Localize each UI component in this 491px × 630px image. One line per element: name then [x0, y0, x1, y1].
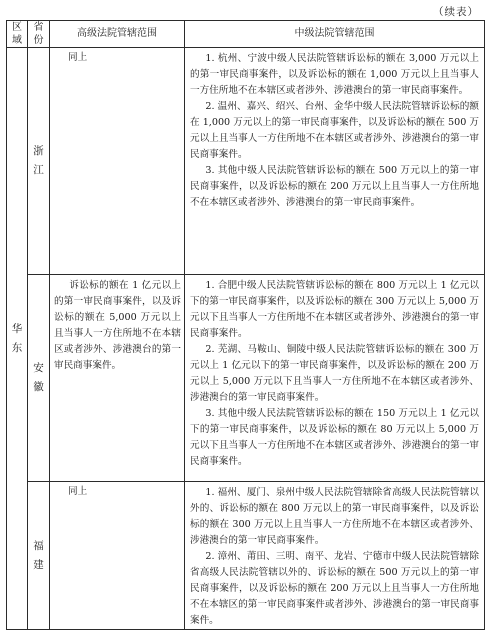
jurisdiction-table — [6, 20, 485, 630]
clause: 1. 合肥中级人民法院管辖诉讼标的额在 800 万元以上 1 亿元以下的第一审民商事案件，以及诉讼标的额在 300 万元以上 5,000 万元以下且当事人一方住所地不在本辖区或者涉外、涉港澳台的第一审民商事案件。 — [190, 280, 479, 339]
intermediate-court-cell — [185, 482, 485, 630]
header-high-court: 高级法院管辖范围 — [50, 21, 185, 48]
header-region: 区 域 — [7, 21, 28, 48]
province-cell: 安 徽 — [28, 275, 50, 482]
intermediate-court-cell — [185, 275, 485, 482]
header-province: 省 份 — [28, 21, 50, 48]
clause: 1. 杭州、宁波中级人民法院管辖诉讼标的额在 3,000 万元以上的第一审民商事案件，以及诉讼标的额在 1,000 万元以上且当事人一方住所地不在本辖区或者涉外、涉港澳台的第一审民商事案件。 — [190, 53, 479, 96]
table-row-anhui — [7, 275, 485, 482]
clause: 2. 芜湖、马鞍山、铜陵中级人民法院管辖诉讼标的额在 300 万元以上 1 亿元以下的第一审民商事案件，以及诉讼标的额在 200 万元以上 5,000 万元以下且当事人一方住所地不在本辖区或者涉外、涉港澳台的第一审民商事案件。 — [190, 344, 479, 403]
high-court-cell: 同上 — [50, 48, 185, 275]
clause: 3. 其他中级人民法院管辖诉讼标的额在 500 万元以上的第一审民商事案件，以及诉讼标的额在 200 万元以上且当事人一方住所地不在本辖区或者涉外、涉港澳台的第一审民商事案件。 — [190, 165, 479, 208]
continued-label: （续表） — [433, 6, 479, 18]
province-cell: 浙 江 — [28, 48, 50, 275]
region-cell: 华 东 — [7, 48, 28, 630]
table-row-fujian — [7, 482, 485, 630]
clause: 3. 其他中级人民法院管辖诉讼标的额在 150 万元以上 1 亿元以下的第一审民商事案件，以及诉讼标的额在 80 万元以上 5,000 万元以下且当事人一方住所地不在本辖区或者涉外、涉港澳台的第一审民商事案件。 — [190, 408, 479, 467]
intermediate-court-cell — [185, 48, 485, 275]
header-row — [7, 21, 485, 48]
table-row-zhejiang — [7, 48, 485, 275]
high-court-cell: 诉讼标的额在 1 亿元以上的第一审民商事案件，以及诉讼标的额在 5,000 万元以上且当事人一方住所地不在本辖区或者涉外、涉港澳台的第一审民商事案件。 — [50, 275, 185, 482]
clause: 2. 漳州、莆田、三明、南平、龙岩、宁德市中级人民法院管辖除省高级人民法院管辖以外的、诉讼标的额在 500 万元以上的第一审民商事案件，以及诉讼标的额在 200 万元以上且当事人一方住所地不在本辖区的第一审民商事案件或者涉外、涉港澳台的第一审民商事案件。 — [190, 551, 479, 626]
province-cell: 福 建 — [28, 482, 50, 630]
high-court-cell: 同上 — [50, 482, 185, 630]
header-intermediate-court: 中级法院管辖范围 — [185, 21, 485, 48]
clause: 2. 温州、嘉兴、绍兴、台州、金华中级人民法院管辖诉讼标的额在 1,000 万元以上的第一审民商事案件，以及诉讼标的额在 500 万元以上且当事人一方住所地不在本辖区或者涉外、涉港澳台的第一审民商事案件。 — [190, 101, 479, 160]
clause: 1. 福州、厦门、泉州中级人民法院管辖除省高级人民法院管辖以外的、诉讼标的额在 800 万元以上的第一审民商事案件，以及诉讼标的额在 300 万元以上且当事人一方住所地不在本辖区或者涉外、涉港澳台的第一审民商事案件。 — [190, 487, 479, 546]
